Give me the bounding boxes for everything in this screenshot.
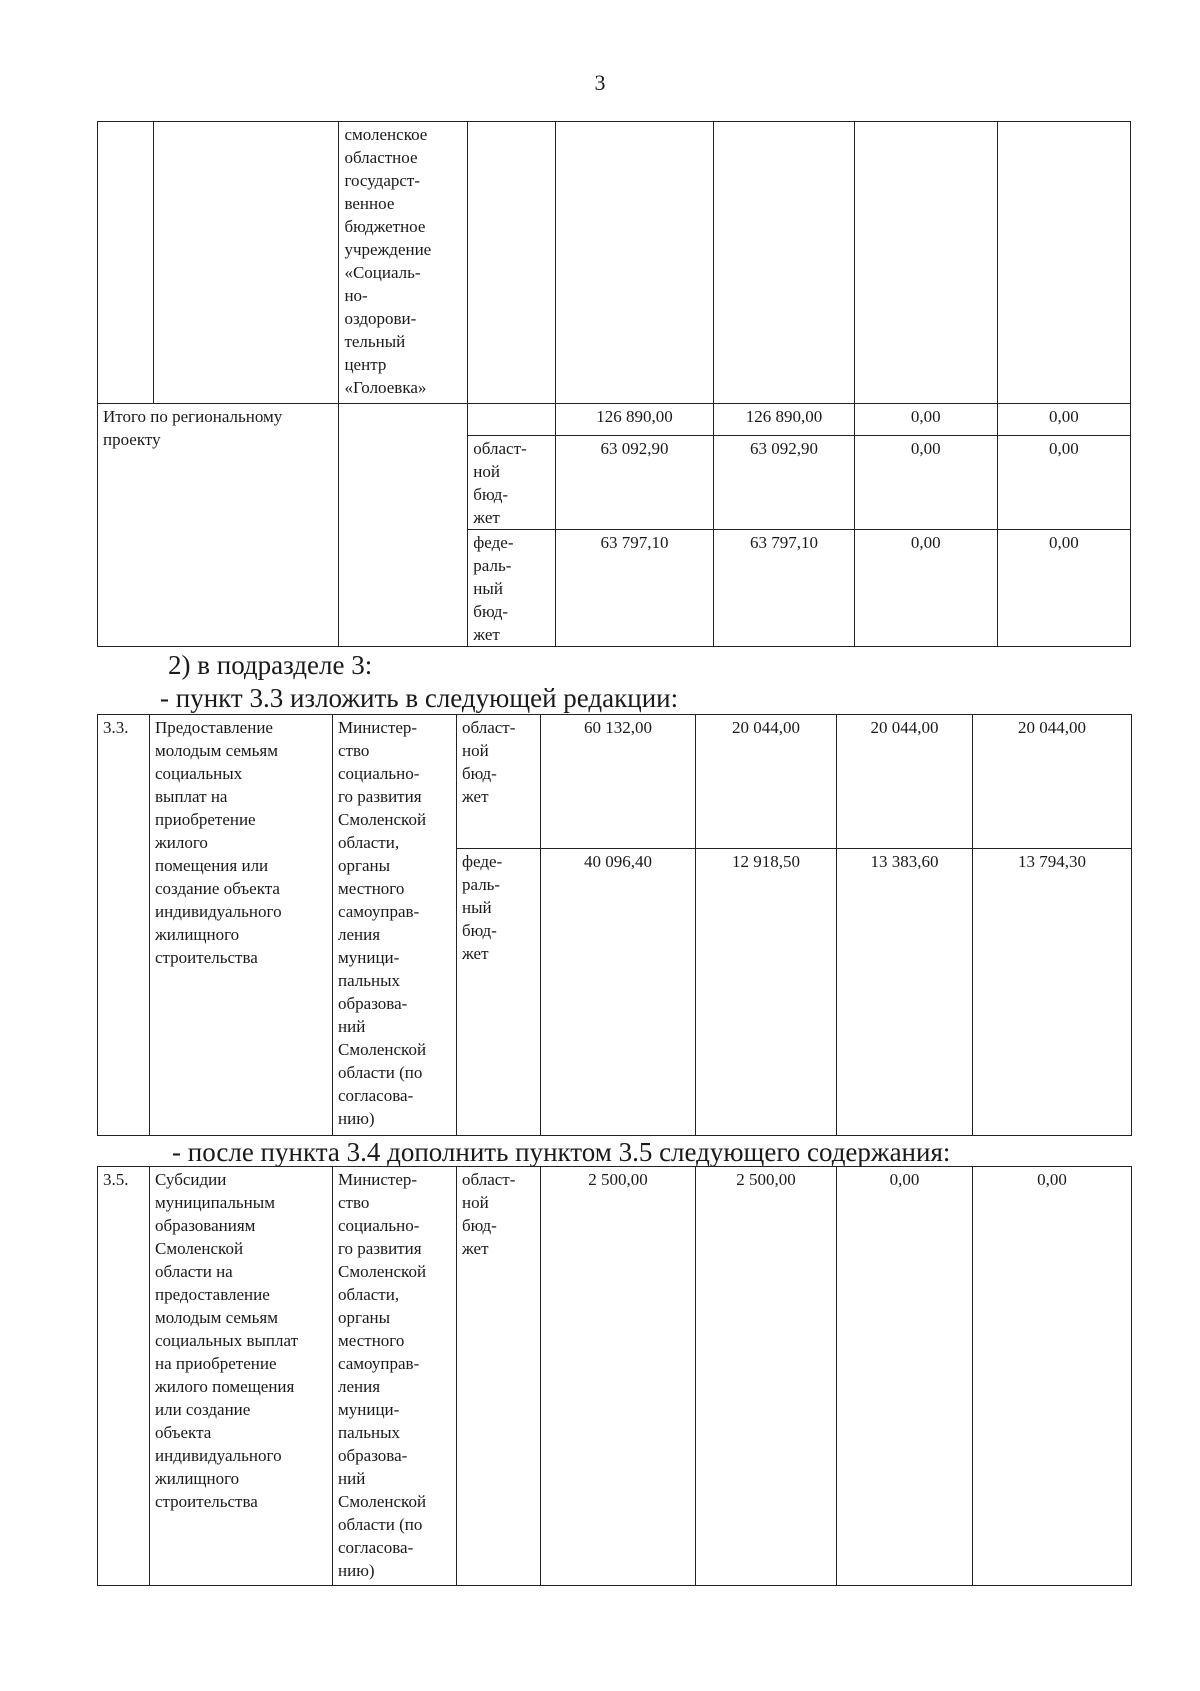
federal-value: 0,00 <box>997 530 1130 647</box>
regional-value: 0,00 <box>837 1167 973 1586</box>
subsection-heading: 2) в подразделе 3: <box>168 650 373 680</box>
federal-value: 12 918,50 <box>696 849 837 1136</box>
regional-value: 0,00 <box>854 436 997 530</box>
total-label: Итого по региональному проекту <box>98 404 339 647</box>
item-3-5-heading: - после пункта 3.4 дополнить пунктом 3.5 следующего содержания: <box>172 1137 951 1167</box>
total-value: 0,00 <box>997 404 1130 436</box>
funding-source: феде- раль- ный бюд- жет <box>457 849 541 1136</box>
total-value: 126 890,00 <box>556 404 714 436</box>
institution-cell: смоленское областное государст- венное бюджетное учреждение «Социаль- но- оздорови- тельный центр «Голоевка» <box>339 122 468 404</box>
regional-value: 60 132,00 <box>541 715 696 849</box>
item-number: 3.5. <box>98 1167 150 1586</box>
total-value: 126 890,00 <box>714 404 855 436</box>
regional-value: 63 092,90 <box>714 436 855 530</box>
item-3-5-table <box>97 1166 1132 1586</box>
federal-value: 13 794,30 <box>973 849 1132 1136</box>
executor-cell: Министер- ство социально- го развития Смоленской области, органы местного самоуправ- ления муници- пальных образова- ний Смоленской области (по согласова- нию) <box>333 715 457 1136</box>
federal-value: 63 797,10 <box>714 530 855 647</box>
item-number: 3.3. <box>98 715 150 1136</box>
regional-value: 20 044,00 <box>973 715 1132 849</box>
regional-value: 0,00 <box>997 436 1130 530</box>
funding-source: област- ной бюд- жет <box>457 715 541 849</box>
table-row <box>98 1167 1132 1586</box>
regional-value: 20 044,00 <box>696 715 837 849</box>
regional-project-table <box>97 121 1131 647</box>
page-number: 3 <box>594 70 606 95</box>
regional-value: 2 500,00 <box>696 1167 837 1586</box>
funding-source: област- ной бюд- жет <box>468 436 556 530</box>
table-row <box>98 404 1131 436</box>
item-3-3-heading: - пункт 3.3 изложить в следующей редакции: <box>160 683 679 713</box>
executor-cell: Министер- ство социально- го развития Смоленской области, органы местного самоуправ- ления муници- пальных образова- ний Смоленской области (по согласова- нию) <box>333 1167 457 1586</box>
federal-value: 40 096,40 <box>541 849 696 1136</box>
federal-value: 13 383,60 <box>837 849 973 1136</box>
total-value: 0,00 <box>854 404 997 436</box>
item-3-3-table <box>97 714 1132 1136</box>
regional-value: 20 044,00 <box>837 715 973 849</box>
funding-source: област- ной бюд- жет <box>457 1167 541 1586</box>
regional-value: 63 092,90 <box>556 436 714 530</box>
table-row <box>98 122 1131 404</box>
federal-value: 63 797,10 <box>556 530 714 647</box>
item-name: Предоставление молодым семьям социальных выплат на приобретение жилого помещения или создание объекта индивидуального жилищного строительства <box>150 715 333 1136</box>
funding-source: феде- раль- ный бюд- жет <box>468 530 556 647</box>
regional-value: 0,00 <box>973 1167 1132 1586</box>
item-name: Субсидии муниципальным образованиям Смоленской области на предоставление молодым семьям социальных выплат на приобретение жилого помещения или создание объекта индивидуального жилищного строительства <box>150 1167 333 1586</box>
regional-value: 2 500,00 <box>541 1167 696 1586</box>
table-row <box>98 715 1132 849</box>
federal-value: 0,00 <box>854 530 997 647</box>
